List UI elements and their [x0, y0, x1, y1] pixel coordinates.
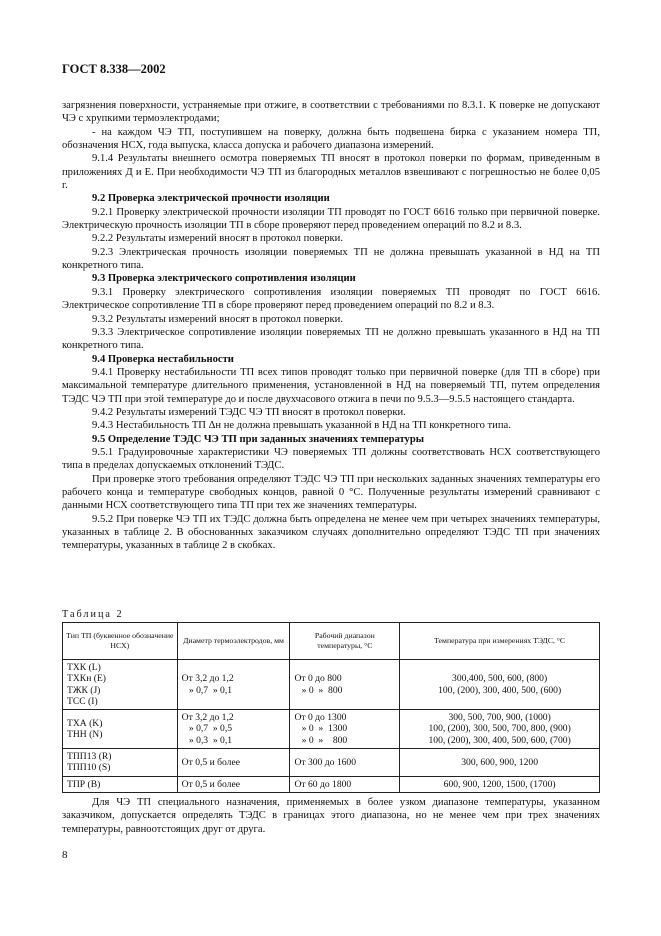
cell-type: ТПП13 (R) ТПП10 (S) [63, 749, 178, 777]
paragraph: 9.1.4 Результаты внешнего осмотра поверяемых ТП вносят в протокол поверки по формам, приведенным в приложениях Д и Е. При необходимости ЧЭ ТП из благородных металлов взвешивают с погрешностью не более 0,05 г. [62, 153, 600, 192]
cell-type: ТПР (В) [63, 776, 178, 792]
paragraph: 9.4.1 Проверку нестабильности ТП всех типов проводят только при первичной поверке (для ТП в сборе) при максимальной температуре длительного применения, установленной в НД на поверяемый ТП, путем определения ТЭДС ЧЭ ТП при этой температуре до и после двухчасового отжига в печи по 9.5.3—9.5.5 настоящего стандарта. [62, 366, 600, 405]
cell-diameter: От 0,5 и более [177, 776, 290, 792]
paragraph: 9.5.1 Градуировочные характеристики ЧЭ поверяемых ТП должны соответствовать НСХ соответствующего типа в пределах допускаемых отклонений ТЭДС. [62, 446, 600, 472]
paragraph: 9.4.3 Нестабильность ТП Δн не должна превышать указанной в НД на ТП конкретного типа. [92, 420, 511, 432]
paragraph: - на каждом ЧЭ ТП, поступившем на поверку, должна быть подвешена бирка с указанием номера ТП, обозначения НСХ, года выпуска, класса допуска и рабочего диапазона измерений. [62, 126, 600, 152]
paragraph: 9.3.3 Электрическое сопротивление изоляции поверяемых ТП не должно превышать указанного в НД на ТП конкретного типа. [62, 326, 600, 352]
table-row [63, 660, 600, 710]
paragraph: При проверке этого требования определяют ТЭДС ЧЭ ТП при нескольких заданных значениях температуры его рабочего конца и температуре свободных концов, равной 0 °С. Полученные результаты измерений сравнивают с данными НСХ соответствующего типа ТП при тех же значениях температуры. [62, 473, 600, 512]
paragraph: 9.2.2 Результаты измерений вносят в протокол поверки. [92, 233, 343, 245]
table-2 [62, 622, 600, 793]
closing-paragraph [62, 796, 600, 836]
cell-temperatures: 300,400, 500, 600, (800) 100, (200), 300, 400, 500, (600) [400, 660, 600, 710]
cell-diameter: От 3,2 до 1,2 » 0,7 » 0,1 [177, 660, 290, 710]
cell-temperatures: 300, 600, 900, 1200 [400, 749, 600, 777]
cell-diameter: От 3,2 до 1,2 » 0,7 » 0,5 » 0,3 » 0,1 [177, 710, 290, 749]
cell-range: От 0 до 800 » 0 » 800 [290, 660, 400, 710]
table-header-row [63, 623, 600, 660]
table-row [63, 776, 600, 792]
paragraph: 9.3.2 Результаты измерений вносят в протокол поверки. [92, 313, 343, 325]
paragraph: Для ЧЭ ТП специального назначения, применяемых в более узком диапазоне температуры, указанном заказчиком, допускается определять ТЭДС в границах этого диапазона, но не менее чем при трех значениях температуры, равноотстоящих друг от друга. [62, 797, 600, 835]
page-header: ГОСТ 8.338—2002 [62, 62, 166, 76]
cell-temperatures: 600, 900, 1200, 1500, (1700) [400, 776, 600, 792]
section-heading: 9.2 Проверка электрической прочности изоляции [92, 193, 330, 205]
cell-range: От 60 до 1800 [290, 776, 400, 792]
cell-type: ТХК (L) ТХКн (Е) ТЖК (J) ТСС (I) [63, 660, 178, 710]
table-row [63, 749, 600, 777]
header-type: Тип ТП (буквенное обозначение НСХ) [63, 623, 178, 660]
header-temperatures: Температура при измерениях ТЭДС, °С [400, 623, 600, 660]
body-text [62, 99, 600, 553]
cell-range: От 300 до 1600 [290, 749, 400, 777]
paragraph: загрязнения поверхности, устраняемые при отжиге, в соответствии с требованиями по 8.3.1. К поверке не допускают ЧЭ с хрупкими термоэлектродами; [62, 100, 600, 125]
section-heading: 9.4 Проверка нестабильности [92, 353, 234, 365]
cell-diameter: От 0,5 и более [177, 749, 290, 777]
table-row [63, 710, 600, 749]
paragraph: 9.2.1 Проверку электрической прочности изоляции ТП проводят по ГОСТ 6616 только при первичной поверке. Электрическую прочность изоляции ТП в сборе проверяют перед проведением операций по 8.2 и 8.3. [62, 206, 600, 232]
cell-type: ТХА (K) ТНН (N) [63, 710, 178, 749]
paragraph: 9.5.2 При поверке ЧЭ ТП их ТЭДС должна быть определена не менее чем при четырех значениях температуры, указанных в таблице 2. В обоснованных заказчиком случаях дополнительно определяют ТЭДС ТП при значениях температуры, указанных в таблице 2 в скобках. [62, 513, 600, 552]
cell-range: От 0 до 1300 » 0 » 1300 » 0 » 800 [290, 710, 400, 749]
header-diameter: Диаметр термоэлектродов, мм [177, 623, 290, 660]
header-range: Рабочий диапазон температуры, °С [290, 623, 400, 660]
section-heading: 9.3 Проверка электрического сопротивления изоляции [92, 273, 356, 285]
paragraph: 9.4.2 Результаты измерений ТЭДС ЧЭ ТП вносят в протокол поверки. [92, 406, 406, 418]
page-number: 8 [62, 849, 68, 861]
paragraph: 9.2.3 Электрическая прочность изоляции поверяемых ТП не должна превышать указанной в НД на ТП конкретного типа. [62, 246, 600, 272]
paragraph: 9.3.1 Проверку электрического сопротивления изоляции поверяемых ТП проводят по ГОСТ 6616. Электрическое сопротивление ТП в сборе проверяют перед проведением операций по 8.2 и 8.3. [62, 286, 600, 312]
table-caption: Таблица 2 [62, 609, 124, 620]
section-heading: 9.5 Определение ТЭДС ЧЭ ТП при заданных значениях температуры [92, 433, 425, 445]
cell-temperatures: 300, 500, 700, 900, (1000) 100, (200), 300, 500, 700, 800, (900) 100, (200), 300, 400, 500, 600, (700) [400, 710, 600, 749]
